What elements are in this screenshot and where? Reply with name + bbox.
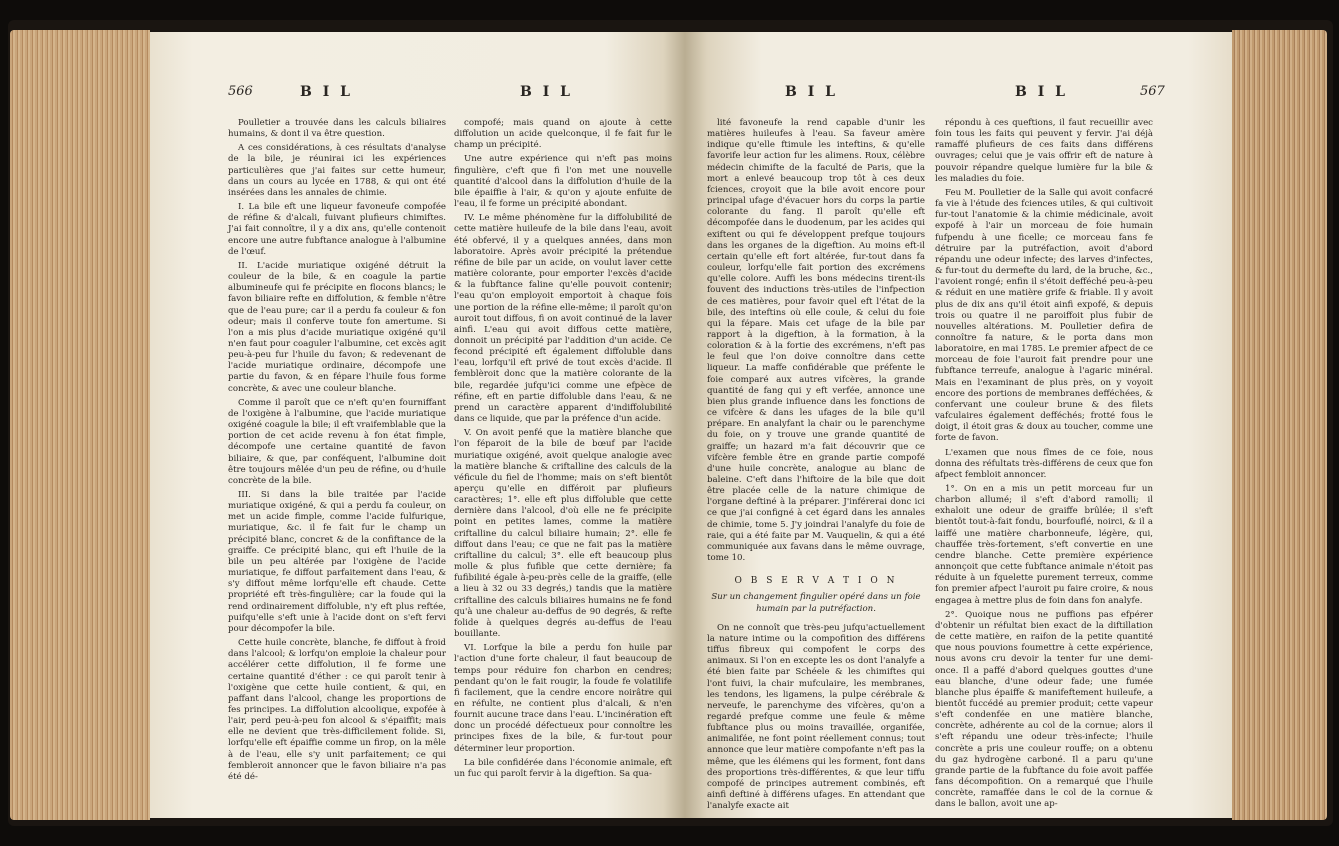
- running-head: B I L: [300, 84, 353, 100]
- paragraph: On ne connoît que très-peu jufqu'actuellement la nature intime ou la compofition des différens tiffus fibreux qui compofent le corps des animaux. Si l'on en excepte les os dont l'analyfe a été bien faite par Schéele & les chimiftes qui l'ont fuivi, la chair mufculaire, les membranes, les tendons, les ligamens, la pulpe cérébrale & nerveufe, le parenchyme des vifcères, qu'on a regardé prefque comme une feule & même fubftance plus ou moins travaillée, organifée, animalifée, ne font point réellement connus; tout annonce que leur matière compofante n'eft pas la même, que les élémens qui les forment, font dans des proportions très-différentes, & que leur tiffu compofé de principes autrement combinés, eft ainfi deftiné à différens ufages. En attendant que l'analyfe exacte ait: [707, 622, 925, 812]
- running-head: B I L: [785, 84, 838, 100]
- paragraph: VI. Lorfque la bile a perdu fon huile par l'action d'une forte chaleur, il faut beaucoup de temps pour réduire fon charbon en cendres; pendant qu'on le fait rougir, la foude fe volatilife fi facilement, que la cendre encore noirâtre qui en réfulte, ne contient plus d'alcali, & n'en fournit aucune trace dans l'eau. L'incinération eft donc un procédé défectueux pour connoître les principes fixes de la bile, & fur-tout pour déterminer leur proportion.: [454, 643, 672, 754]
- paragraph: compofé; mais quand on ajoute à cette diffolution un acide quelconque, il fe fait fur le champ un précipité.: [454, 118, 672, 151]
- paragraph: IV. Le même phénomène fur la diffolubilité de cette matière huileufe de la bile dans l'eau, avoit été obfervé, il y a quelques années, dans mon laboratoire. Après avoir précipité la prétendue réfine de bile par un acide, on voulut laver cette matière colorante, pour emporter l'excès d'acide & la fubftance faline qu'elle pouvoit contenir; l'eau qu'on employoit emportoit à chaque fois une portion de la réfine elle-même; il paroît qu'on auroit tout diffous, fi on avoit continué de la laver ainfi. L'eau qui avoit diffous cette matière, donnoit un précipité par l'addition d'un acide. Ce fecond précipité eft également diffoluble dans l'eau, lorfqu'il eft privé de tout excès d'acide. Il femblèroit donc que la matière colorante de la bile, regardée jufqu'ici comme une efpèce de réfine, eft en partie diffoluble dans l'eau, & ne prend un caractère apparent d'indiffolubilité dans ce liquide, que par la préfence d'un acide.: [454, 213, 672, 425]
- running-head: B I L: [1015, 84, 1068, 100]
- left-page: [150, 32, 685, 818]
- page-edges-right: [1232, 30, 1327, 820]
- left-page-header: [150, 84, 685, 108]
- page-edges-left: [10, 30, 150, 820]
- paragraph: Une autre expérience qui n'eft pas moins fingulière, c'eft que fi l'on met une nouvelle quantité d'alcool dans la diffolution d'huile de la bile épaiffie à l'air, & qu'on y ajoute enfuite de l'eau, il fe forme un précipité abondant.: [454, 154, 672, 210]
- text-column-2: [454, 118, 672, 783]
- text-column-2: [935, 118, 1153, 814]
- right-page-header: [685, 84, 1232, 108]
- right-page: [685, 32, 1232, 818]
- paragraph: Cette huile concrète, blanche, fe diffout à froid dans l'alcool; & lorfqu'on emploie la chaleur pour accélérer cette diffolution, il fe forme une certaine quantité d'éther : ce qui paroît tenir à l'oxigène que cette huile contient, & qui, en paffant dans l'alcool, change les proportions de fes principes. La diffolution alcoolique, expofée à l'air, perd peu-à-peu fon alcool & s'épaiffit; mais elle ne devient que très-difficilement folide. Si, lorfqu'elle eft épaiffie comme un firop, on la mêle à de l'eau, elle s'y unit parfaitement; ce qui fembleroit annoncer que le favon biliaire n'a pas été dé-: [228, 638, 446, 782]
- paragraph: 1°. On en a mis un petit morceau fur un charbon allumé; il s'eft d'abord ramolli; il exhaloit une odeur de graiffe brûlée; il s'eft bientôt tout-à-fait fondu, bourfouflé, noirci, & il a laiffé une matière charbonneufe, légère, qui, chauffée très-fortement, s'eft convertie en une cendre blanche. Cette première expérience annonçoit que cette fubftance animale n'étoit pas réduite à un fquelette purement terreux, comme fon premier afpect l'auroit pu faire croire, & nous engagea à mettre plus de foin dans fon analyfe.: [935, 484, 1153, 606]
- section-subtitle: Sur un changement fingulier opéré dans un foie humain par la putréfaction.: [711, 592, 921, 614]
- text-column-1: [707, 118, 925, 815]
- paragraph: V. On avoit penfé que la matière blanche que l'on féparoit de la bile de bœuf par l'acide muriatique oxigéné, avoit quelque analogie avec la matière blanche & criftalline des calculs de la véficule du fiel de l'homme; mais on s'eft bientôt aperçu qu'elle en différoit par plufieurs caractères; 1°. elle eft plus diffoluble que cette dernière dans l'alcool, d'où elle ne fe précipite point en petites lames, comme la matière criftalline du calcul biliaire humain; 2°. elle fe diffout dans l'eau; ce que ne fait pas la matière criftalline du calcul; 3°. elle eft beaucoup plus molle & plus fufible que cette dernière; fa fufibilité égale à-peu-près celle de la graiffe, (elle a lieu à 32 ou 33 degrés,) tandis que la matière criftalline des calculs biliaires humains ne fe fond qu'à une chaleur au-deffus de 90 degrés, & refte folide à quelques degrés au-deffus de l'eau bouillante.: [454, 428, 672, 640]
- paragraph: Comme il paroît que ce n'eft qu'en fourniffant de l'oxigène à l'albumine, que l'acide muriatique oxigéné coagule la bile; il eft vraifemblable que la portion de cet acide revenu à fon état fimple, décompofe une certaine quantité de favon biliaire, & que, par conféquent, l'albumine doit être toujours mêlée d'un peu de réfine, ou d'huile concrète de la bile.: [228, 397, 446, 486]
- paragraph: Feu M. Poulletier de la Salle qui avoit confacré fa vie à l'étude des fciences utiles, & qui cultivoit fur-tout l'anatomie & la chimie médicinale, avoit expofé à l'air un morceau de foie humain fufpendu à une ficelle; ce morceau fans fe détruire par la putréfaction, avoit d'abord répandu une odeur infecte; des larves d'infectes, & fur-tout du dermefte du lard, de la bruche, &c., l'avoient rongé; enfin il s'étoit defféché peu-à-peu & réduit en une matière grife & friable. Il y avoit plus de dix ans qu'il étoit ainfi expofé, & depuis trois ou quatre il ne paroiffoit plus fubir de nouvelles altérations. M. Poulletier defira de connoître fa nature, & le porta dans mon laboratoire, en mai 1785. Le premier afpect de ce morceau de foie l'auroit fait prendre pour une fubftance terreufe, analogue à l'agaric minéral. Mais en l'examinant de plus près, on y voyoit encore des portions de membranes defféchées, & confervant une couleur brune & des filets vafculaires également defféchés; frotté fous le doigt, il étoit gras & doux au toucher, comme une forte de favon.: [935, 187, 1153, 444]
- paragraph: Poulletier a trouvée dans les calculs biliaires humains, & dont il va être question.: [228, 118, 446, 140]
- paragraph: II. L'acide muriatique oxigéné détruit la couleur de la bile, & en coagule la partie albumineufe qui fe précipite en flocons blancs; le favon biliaire refte en diffolution, & femble n'être que de l'eau pure; car il a perdu fa couleur & fon odeur; mais il conferve toute fon amertume. Si l'on a mis plus d'acide muriatique oxigéné qu'il n'en faut pour coaguler l'albumine, cet excès agit peu-à-peu fur l'huile du favon; & redevenant de l'acide muriatique ordinaire, décompofe une partie du favon, & en fépare l'huile fous forme concrète, & avec une couleur blanche.: [228, 260, 446, 394]
- paragraph: lité favoneufe la rend capable d'unir les matières huileufes à l'eau. Sa faveur amère indique qu'elle ftimule les inteftins, & qu'elle favorife leur action fur les alimens. Roux, célèbre médecin chimifte de la faculté de Paris, que la mort a enlevé beaucoup trop tôt à ces deux fciences, croyoit que la bile avoit encore pour principal ufage d'évacuer hors du corps la partie colorante du fang. Il paroît qu'elle eft décompofée dans le duodenum, par les acides qui exiftent ou qui fe développent prefque toujours dans les organes de la digeftion. Au moins eft-il certain qu'elle eft fort altérée, fur-tout dans fa couleur, lorfqu'elle fait portion des excrémens qu'elle colore. Auffi les bons médecins tirent-ils fouvent des inductions très-utiles de l'infpection de ces matières, pour favoir quel eft l'état de la bile, des inteftins où elle coule, & celui du foie qui la fépare. Mais cet ufage de la bile par rapport à la digeftion, à la formation, à la coloration & à la fortie des excrémens, n'eft pas le feul que l'on doive connoître dans cette liqueur. La maffe confidérable que préfente le foie comparé aux autres vifcères, la grande quantité de fang qui y eft verfée, annonce une bien plus grande influence dans les fonctions de ce vifcère & dans les ufages de la bile qu'il prépare. En analyfant la chair ou le parenchyme du foie, on y trouve une grande quantité de graiffe; un hazard m'a fait découvrir que ce vifcère femble être en grande partie compofé d'une huile concrète, analogue au blanc de baleine. C'eft dans l'hiftoire de la bile que doit être placée celle de la nature chimique de l'organe deftiné à la préparer. J'inférerai donc ici ce que j'ai configné à cet égard dans les annales de chimie, tome 5. J'y joindrai l'analyfe du foie de raie, qui a été faite par M. Vauquelin, & qui a été communiquée aux favans dans le même ouvrage, tome 10.: [707, 118, 925, 564]
- paragraph: 2°. Quoique nous ne puffions pas efpérer d'obtenir un réfultat bien exact de la diftillation de cette matière, en raifon de la petite quantité que nous pouvions foumettre à cette expérience, nous avons cru devoir la tenter fur une demi-once. Il a paffé d'abord quelques gouttes d'une eau blanche, d'une odeur fade; une fumée blanche plus épaiffe & manifeftement huileufe, a bientôt fuccédé au premier produit; cette vapeur s'eft condenfée en une matière blanche, concrète, adhérente au col de la cornue; alors il s'eft répandu une odeur très-infecte; l'huile concrète a pris une couleur rouffe; on a obtenu du gaz hydrogène carboné. Il a paru qu'une grande partie de la fubftance du foie avoit paffée fans décompofition. On a remarqué que l'huile concrète, ramaffée dans le col de la cornue & dans le ballon, avoit une ap-: [935, 609, 1153, 810]
- paragraph: III. Si dans la bile traitée par l'acide muriatique oxigéné, & qui a perdu fa couleur, on met un acide fimple, comme l'acide fulfurique, muriatique, &c. il fe fait fur le champ un précipité blanc, concret & de la confiftance de la graiffe. Ce précipité blanc, qui eft l'huile de la bile un peu altérée par l'oxigène de l'acide muriatique, fe diffout parfaitement dans l'eau, & s'y diffout même lorfqu'elle eft chaude. Cette propriété eft très-fingulière; car la foude qui la rend ordinairement diffoluble, n'y eft plus reftée, puifqu'elle s'eft unie à l'acide dont on s'eft fervi pour décompofer la bile.: [228, 490, 446, 634]
- paragraph: A ces considérations, à ces résultats d'analyse de la bile, je réunirai ici les expériences particulières que j'ai faites sur cette humeur, dans un cours au lycée en 1788, & qui ont été insérées dans les annales de chimie.: [228, 143, 446, 198]
- page-number: 567: [1140, 84, 1165, 99]
- page-number: 566: [228, 84, 253, 99]
- running-head: B I L: [520, 84, 573, 100]
- section-title: O B S E R V A T I O N: [734, 576, 898, 587]
- paragraph: répondu à ces queftions, il faut recueillir avec foin tous les faits qui peuvent y fervir. J'ai déjà ramaffé plufieurs de ces faits dans différens ouvrages; celui que je vais offrir eft de nature à pouvoir répandre quelque lumière fur la bile & les maladies du foie.: [935, 118, 1153, 184]
- paragraph: La bile confidérée dans l'économie animale, eft un fuc qui paroît fervir à la digeftion. Sa qua-: [454, 757, 672, 779]
- text-column-1: [228, 118, 446, 786]
- paragraph: I. La bile eft une liqueur favoneufe compofée de réfine & d'alcali, fuivant plufieurs chimiftes. J'ai fait connoître, il y a dix ans, qu'elle contenoit encore une autre fubftance analogue à l'albumine de l'œuf.: [228, 202, 446, 257]
- paragraph: L'examen que nous fîmes de ce foie, nous donna des réfultats très-différens de ceux que fon afpect fembloit annoncer.: [935, 447, 1153, 480]
